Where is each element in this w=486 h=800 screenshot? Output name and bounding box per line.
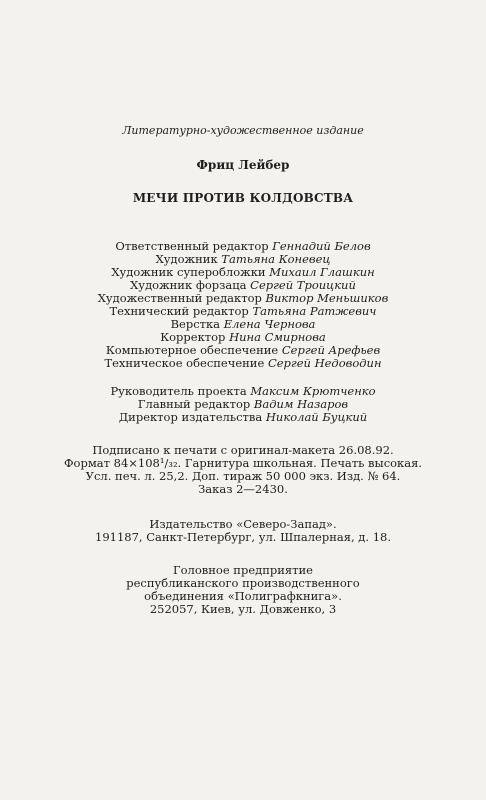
credit-line <box>0 239 486 253</box>
management-role: Руководитель проекта <box>110 384 247 398</box>
series-note: Литературно-художественное издание <box>122 124 364 137</box>
management-name: Николай Буцкий <box>265 410 368 424</box>
printer-line: объединения «Полиграфкнига». <box>144 589 342 603</box>
print-info-line: Формат 84×108¹/₃₂. Гарнитура школьная. Печать высокая. <box>63 456 423 470</box>
author-name: Фриц Лейбер <box>196 158 290 172</box>
management-role: Главный редактор <box>137 397 251 411</box>
management-line <box>0 397 486 411</box>
management-line <box>0 410 486 424</box>
management-role: Директор издательства <box>118 410 263 424</box>
credit-role: Художник суперобложки <box>111 265 266 279</box>
credit-name: Сергей Троицкий <box>250 278 356 292</box>
credit-role: Корректор <box>160 330 226 344</box>
credit-line <box>0 356 486 370</box>
printer-line: 252057, Киев, ул. Довженко, 3 <box>149 602 337 616</box>
credit-line <box>0 291 486 305</box>
credit-line <box>0 304 486 318</box>
credit-name: Михаил Глашкин <box>269 265 375 279</box>
credit-name: Виктор Меньшиков <box>265 291 389 305</box>
credit-role: Художник форзаца <box>130 278 247 292</box>
credit-line <box>0 317 486 331</box>
book-title: МЕЧИ ПРОТИВ КОЛДОВСТВА <box>132 191 354 205</box>
credit-line <box>0 330 486 344</box>
management-name: Вадим Назаров <box>253 397 349 411</box>
credit-role: Верстка <box>170 317 221 331</box>
credit-line <box>0 343 486 357</box>
credit-name: Татьяна Коневец <box>221 252 331 266</box>
credit-role: Художник <box>155 252 218 266</box>
credit-role: Художественный редактор <box>97 291 262 305</box>
print-info-line: Усл. печ. л. 25,2. Доп. тираж 50 000 экз. Изд. № 64. <box>85 469 401 483</box>
credit-line <box>0 265 486 279</box>
publisher-line: 191187, Санкт-Петербург, ул. Шпалерная, д. 18. <box>95 530 391 544</box>
management-name: Максим Крютченко <box>250 384 376 398</box>
credit-name: Нина Смирнова <box>229 330 326 344</box>
management-line <box>0 384 486 398</box>
print-info-line: Подписано к печати с оригинал-макета 26.08.92. <box>92 443 394 457</box>
credit-role: Технический редактор <box>109 304 249 318</box>
credit-line <box>0 278 486 292</box>
credit-name: Геннадий Белов <box>272 239 371 253</box>
credit-line <box>0 252 486 266</box>
credit-role: Ответственный редактор <box>115 239 269 253</box>
credit-name: Сергей Арефьев <box>281 343 381 357</box>
publisher-line: Издательство «Северо-Запад». <box>149 517 337 531</box>
print-info-line: Заказ 2—2430. <box>198 482 288 496</box>
credit-name: Сергей Недоводин <box>267 356 382 370</box>
credit-role: Компьютерное обеспечение <box>105 343 279 357</box>
credit-role: Техническое обеспечение <box>104 356 265 370</box>
printer-line: Головное предприятие <box>173 563 313 577</box>
credit-name: Татьяна Ратжевич <box>252 304 377 318</box>
credit-name: Елена Чернова <box>223 317 316 331</box>
printer-line: республиканского производственного <box>126 576 360 590</box>
